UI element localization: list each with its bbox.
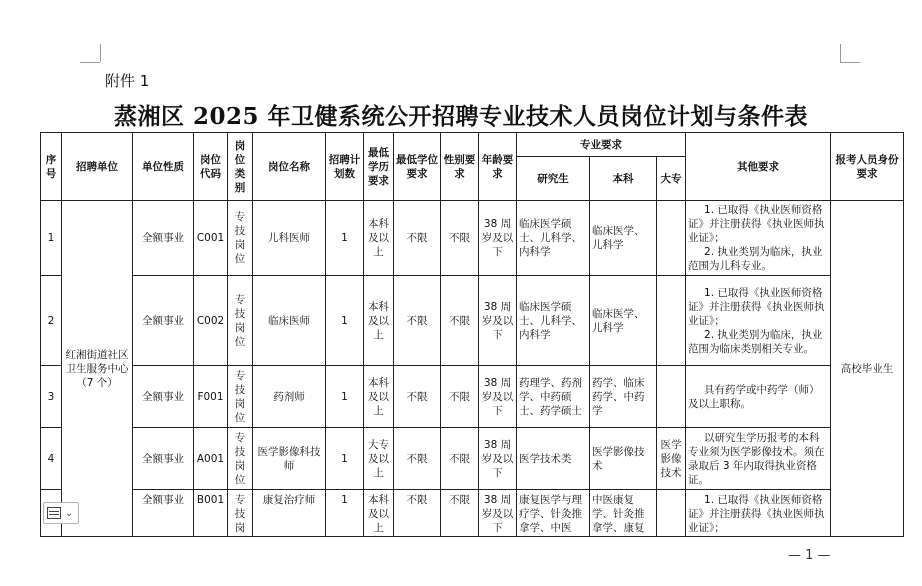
cell-age: 38 周岁及以下 — [479, 366, 517, 428]
table-row — [41, 366, 904, 428]
crop-mark-top-right — [840, 62, 860, 63]
cell-edu: 本科及以上 — [364, 201, 394, 276]
crop-mark-top-left — [80, 62, 100, 63]
cell-other — [686, 201, 831, 276]
cell-gender: 不限 — [441, 428, 479, 490]
cell-edu: 本科及以上 — [364, 276, 394, 366]
cell-age: 38 周岁及以下 — [479, 428, 517, 490]
cell-nature: 全额事业 — [133, 428, 194, 490]
cell-degree: 不限 — [394, 276, 441, 366]
insert-row-icon[interactable] — [47, 507, 61, 519]
cell-plan: 1 — [326, 490, 364, 537]
cell-age: 38 周岁及以下 — [479, 276, 517, 366]
crop-mark-top-right-v — [840, 44, 841, 62]
cell-undergrad: 临床医学、儿科学 — [590, 276, 657, 366]
cell-degree: 不限 — [394, 366, 441, 428]
header-seq: 序号 — [41, 133, 62, 201]
table-row — [41, 201, 904, 276]
header-unit: 招聘单位 — [62, 133, 133, 201]
cell-degree: 不限 — [394, 201, 441, 276]
row-edit-control[interactable] — [43, 502, 79, 524]
header-degree: 最低学位要求 — [394, 133, 441, 201]
cell-college — [657, 490, 686, 537]
cell-code: A001 — [194, 428, 228, 490]
cell-undergrad: 中医康复学、针灸推拿学、康复 — [590, 490, 657, 537]
other-line: 1. 已取得《执业医师资格证》并注册获得《执业医师执业证》； — [688, 494, 825, 534]
header-other: 其他要求 — [686, 133, 831, 201]
cell-college — [657, 366, 686, 428]
cell-edu: 本科及以上 — [364, 366, 394, 428]
cell-position: 儿科医师 — [253, 201, 326, 276]
cell-college — [657, 276, 686, 366]
cell-seq: 3 — [41, 366, 62, 428]
cell-nature: 全额事业 — [133, 276, 194, 366]
cell-position: 医学影像科技师 — [253, 428, 326, 490]
cell-undergrad: 医学影像技术 — [590, 428, 657, 490]
cell-postgrad: 临床医学硕士、儿科学、内科学 — [517, 276, 590, 366]
cell-other — [686, 428, 831, 490]
cell-unit: 红湘街道社区卫生服务中心（7 个） — [62, 201, 133, 537]
attachment-label: 附件 1 — [105, 72, 150, 90]
cell-gender: 不限 — [441, 490, 479, 537]
cell-college — [657, 201, 686, 276]
cell-edu: 本科及以上 — [364, 490, 394, 537]
cell-gender: 不限 — [441, 276, 479, 366]
header-undergrad: 本科 — [590, 157, 657, 201]
cell-identity: 高校毕业生 — [831, 201, 904, 537]
cell-other — [686, 366, 831, 428]
other-line: 2. 执业类别为临床，执业范围为儿科专业。 — [688, 246, 823, 272]
crop-mark-top-left-v — [100, 44, 101, 62]
cell-category: 专技岗 — [228, 490, 253, 537]
cell-postgrad: 临床医学硕士、儿科学、内科学 — [517, 201, 590, 276]
other-line: 1. 已取得《执业医师资格证》并注册获得《执业医师执业证》； — [688, 204, 825, 244]
header-plan: 招聘计划数 — [326, 133, 364, 201]
cell-plan: 1 — [326, 276, 364, 366]
header-college: 大专 — [657, 157, 686, 201]
recruitment-table — [40, 132, 904, 537]
cell-position: 临床医师 — [253, 276, 326, 366]
other-line: 以研究生学历报考的本科专业须为医学影像技术。须在录取后 3 年内取得执业资格证。 — [688, 431, 825, 486]
cell-degree: 不限 — [394, 490, 441, 537]
cell-age: 38 周岁及以下 — [479, 490, 517, 537]
cell-postgrad: 医学技术类 — [517, 428, 590, 490]
table-row — [41, 276, 904, 366]
table-row — [41, 490, 904, 537]
other-line: 具有药学或中药学（师）及以上职称。 — [688, 383, 820, 410]
cell-category: 专技岗位 — [228, 201, 253, 276]
header-position: 岗位名称 — [253, 133, 326, 201]
header-identity: 报考人员身份要求 — [831, 133, 904, 201]
cell-nature: 全额事业 — [133, 201, 194, 276]
cell-college: 医学影像技术 — [657, 428, 686, 490]
cell-category: 专技岗位 — [228, 428, 253, 490]
header-age: 年龄要求 — [479, 133, 517, 201]
cell-category: 专技岗位 — [228, 276, 253, 366]
document-title: 蒸湘区 2025 年卫健系统公开招聘专业技术人员岗位计划与条件表 — [113, 103, 809, 130]
cell-seq: 4 — [41, 428, 62, 490]
header-nature: 单位性质 — [133, 133, 194, 201]
cell-code: F001 — [194, 366, 228, 428]
cell-edu: 大专及以上 — [364, 428, 394, 490]
cell-undergrad: 临床医学、儿科学 — [590, 201, 657, 276]
cell-plan: 1 — [326, 201, 364, 276]
cell-category: 专技岗位 — [228, 366, 253, 428]
cell-postgrad: 药理学、药剂学、中药硕士、药学硕士 — [517, 366, 590, 428]
cell-nature: 全额事业 — [133, 366, 194, 428]
cell-gender: 不限 — [441, 366, 479, 428]
page-number: — 1 — — [788, 548, 831, 563]
cell-plan: 1 — [326, 366, 364, 428]
cell-position: 康复治疗师 — [253, 490, 326, 537]
header-major-group: 专业要求 — [517, 133, 686, 157]
cell-nature: 全额事业 — [133, 490, 194, 537]
header-category: 岗位类别 — [228, 133, 253, 201]
cell-plan: 1 — [326, 428, 364, 490]
other-line: 2. 执业类别为临床，执业范围为临床类别相关专业。 — [688, 328, 823, 355]
cell-undergrad: 药学、临床药学、中药学 — [590, 366, 657, 428]
cell-seq: 2 — [41, 276, 62, 366]
chevron-down-icon[interactable]: ⌄ — [65, 507, 74, 519]
cell-other — [686, 490, 831, 537]
other-line: 1. 已取得《执业医师资格证》并注册获得《执业医师执业证》； — [688, 286, 825, 327]
cell-code: B001 — [194, 490, 228, 537]
table-row — [41, 428, 904, 490]
cell-seq: 1 — [41, 201, 62, 276]
cell-code: C001 — [194, 201, 228, 276]
header-postgrad: 研究生 — [517, 157, 590, 201]
cell-degree: 不限 — [394, 428, 441, 490]
cell-position: 药剂师 — [253, 366, 326, 428]
header-edu: 最低学历要求 — [364, 133, 394, 201]
header-row-1 — [41, 133, 904, 157]
header-gender: 性别要求 — [441, 133, 479, 201]
cell-code: C002 — [194, 276, 228, 366]
cell-other — [686, 276, 831, 366]
cell-postgrad: 康复医学与理疗学、针灸推拿学、中医 — [517, 490, 590, 537]
cell-gender: 不限 — [441, 201, 479, 276]
header-code: 岗位代码 — [194, 133, 228, 201]
cell-age: 38 周岁及以下 — [479, 201, 517, 276]
